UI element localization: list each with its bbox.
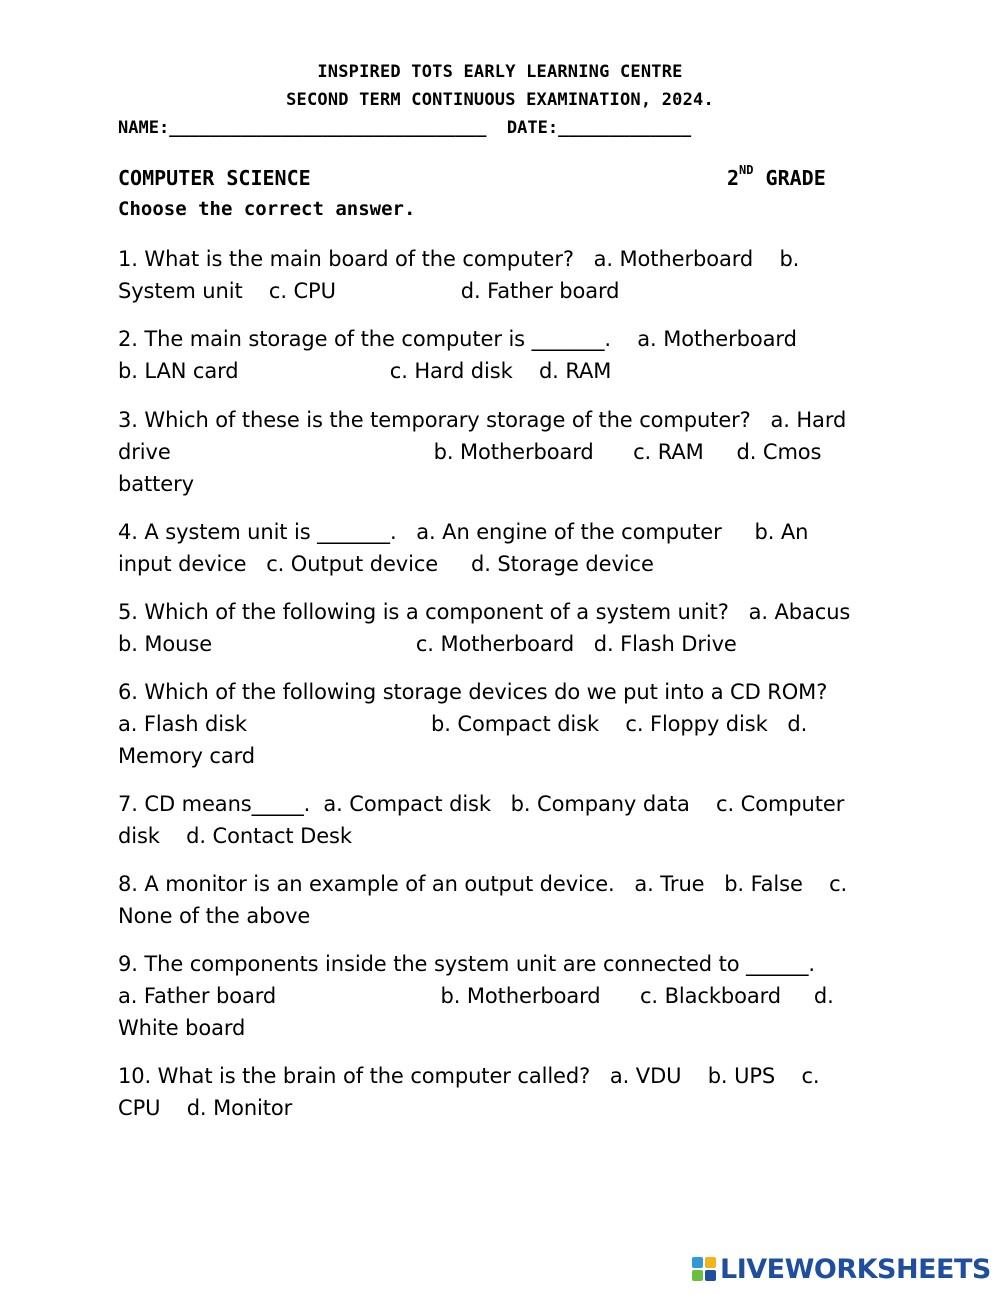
name-date-line: NAME:_______________________________ DATE:_____________ [118,118,692,138]
question-line: b. Mouse c. Motherboard d. Flash Drive [118,632,737,656]
question-line: battery [118,472,194,496]
question-5 [118,596,888,660]
school-name: INSPIRED TOTS EARLY LEARNING CENTRE [317,62,683,82]
question-line: 2. The main storage of the computer is _______. a. Motherboard [118,327,797,351]
question-3 [118,404,888,500]
question-line: 7. CD means_____. a. Compact disk b. Company data c. Computer [118,792,845,816]
question-line: input device c. Output device d. Storage device [118,552,654,576]
exam-title: SECOND TERM CONTINUOUS EXAMINATION, 2024. [286,90,714,110]
question-line: System unit c. CPU d. Father board [118,279,620,303]
liveworksheets-logo-icon [692,1257,716,1281]
question-9 [118,948,888,1044]
question-line: a. Flash disk b. Compact disk c. Floppy disk d. [118,712,808,736]
logo-square-4 [705,1270,716,1281]
question-line: Memory card [118,744,255,768]
question-line: 10. What is the brain of the computer called? a. VDU b. UPS c. [118,1064,820,1088]
liveworksheets-wordmark: LIVEWORKSHEETS [720,1253,991,1285]
logo-square-2 [705,1257,716,1268]
question-line: 4. A system unit is _______. a. An engine of the computer b. An [118,520,809,544]
question-line: 3. Which of these is the temporary storage of the computer? a. Hard [118,408,847,432]
question-line: 9. The components inside the system unit are connected to ______. [118,952,816,976]
question-line: None of the above [118,904,311,928]
question-2 [118,323,888,387]
liveworksheets-logo[interactable] [692,1252,991,1286]
question-4 [118,516,888,580]
grade-label [727,163,826,190]
logo-square-3 [692,1270,703,1281]
question-line: CPU d. Monitor [118,1096,293,1120]
question-line: 6. Which of the following storage devices do we put into a CD ROM? [118,680,828,704]
instruction: Choose the correct answer. [118,198,416,220]
logo-square-1 [692,1257,703,1268]
grade-text: GRADE [753,166,826,190]
question-7 [118,788,888,852]
question-10 [118,1060,888,1124]
question-line: 8. A monitor is an example of an output device. a. True b. False c. [118,872,848,896]
question-line: 5. Which of the following is a component of a system unit? a. Abacus [118,600,851,624]
question-line: disk d. Contact Desk [118,824,352,848]
question-1 [118,243,888,307]
question-line: drive b. Motherboard c. RAM d. Cmos [118,440,822,464]
question-6 [118,676,888,772]
question-line: White board [118,1016,246,1040]
question-line: b. LAN card c. Hard disk d. RAM [118,359,612,383]
grade-suffix: ND [739,163,754,177]
question-8 [118,868,888,932]
question-line: a. Father board b. Motherboard c. Blackboard d. [118,984,834,1008]
subject-title: COMPUTER SCIENCE [118,166,311,190]
grade-number: 2 [727,166,740,190]
question-line: 1. What is the main board of the computer? a. Motherboard b. [118,247,800,271]
